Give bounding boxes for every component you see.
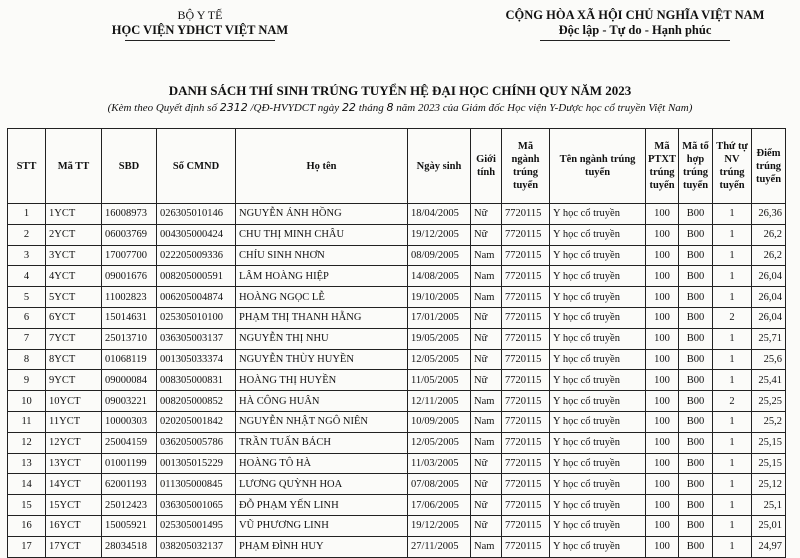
cell-ten-nganh: Y học cổ truyền — [550, 224, 646, 245]
cell-ma-nganh: 7720115 — [502, 411, 550, 432]
cell-gioi-tinh: Nữ — [471, 224, 502, 245]
cell-ho-ten: PHẠM ĐÌNH HUY — [236, 536, 408, 557]
cell-stt: 5 — [8, 287, 46, 308]
cell-ho-ten: LƯƠNG QUỲNH HOA — [236, 474, 408, 495]
document-subtitle — [0, 101, 800, 114]
cell-ma-to-hop: B00 — [679, 266, 713, 287]
cell-ma-to-hop: B00 — [679, 328, 713, 349]
cell-ma-ptxt: 100 — [646, 495, 679, 516]
cell-ma-to-hop: B00 — [679, 432, 713, 453]
cell-ma-to-hop: B00 — [679, 287, 713, 308]
cell-ma-ptxt: 100 — [646, 328, 679, 349]
cell-sbd: 17007700 — [102, 245, 157, 266]
table-row — [8, 515, 786, 536]
cell-diem: 25,41 — [752, 370, 786, 391]
cell-ma-to-hop: B00 — [679, 204, 713, 225]
table-row — [8, 453, 786, 474]
cell-sbd: 28034518 — [102, 536, 157, 557]
decision-month: 8 — [386, 101, 394, 114]
cell-ho-ten: VŨ PHƯƠNG LINH — [236, 515, 408, 536]
subtitle-part1: (Kèm theo Quyết định số — [107, 102, 217, 114]
cell-so-cmnd: 038205032137 — [157, 536, 236, 557]
cell-ma-ptxt: 100 — [646, 204, 679, 225]
cell-ngay-sinh: 19/12/2005 — [408, 224, 471, 245]
cell-sbd: 06003769 — [102, 224, 157, 245]
cell-diem: 25,71 — [752, 328, 786, 349]
table-row — [8, 495, 786, 516]
cell-ma-ptxt: 100 — [646, 287, 679, 308]
cell-gioi-tinh: Nữ — [471, 307, 502, 328]
cell-stt: 15 — [8, 495, 46, 516]
cell-ten-nganh: Y học cổ truyền — [550, 411, 646, 432]
col-header-stt: STT — [8, 129, 46, 204]
cell-ngay-sinh: 12/11/2005 — [408, 391, 471, 412]
cell-ngay-sinh: 11/03/2005 — [408, 453, 471, 474]
cell-ma-to-hop: B00 — [679, 453, 713, 474]
national-motto — [470, 8, 800, 41]
cell-thu-tu-nv: 1 — [713, 224, 752, 245]
country-name: CỘNG HÒA XÃ HỘI CHỦ NGHĨA VIỆT NAM — [505, 8, 765, 22]
cell-ma-tt: 13YCT — [46, 453, 102, 474]
cell-ma-ptxt: 100 — [646, 474, 679, 495]
table-row — [8, 204, 786, 225]
table-header-row — [8, 129, 786, 204]
cell-ten-nganh: Y học cổ truyền — [550, 307, 646, 328]
cell-stt: 17 — [8, 536, 46, 557]
cell-sbd: 11002823 — [102, 287, 157, 308]
col-header-ma-to-hop: Mã tổ hợp trúng tuyển — [679, 129, 713, 204]
cell-ma-ptxt: 100 — [646, 536, 679, 557]
cell-ho-ten: NGUYỄN THỊ NHU — [236, 328, 408, 349]
cell-ma-nganh: 7720115 — [502, 204, 550, 225]
cell-sbd: 15005921 — [102, 515, 157, 536]
cell-ma-nganh: 7720115 — [502, 495, 550, 516]
table-row — [8, 307, 786, 328]
cell-thu-tu-nv: 1 — [713, 495, 752, 516]
col-header-ma-tt: Mã TT — [46, 129, 102, 204]
cell-ten-nganh: Y học cổ truyền — [550, 474, 646, 495]
cell-stt: 13 — [8, 453, 46, 474]
cell-diem: 26,2 — [752, 224, 786, 245]
cell-thu-tu-nv: 1 — [713, 474, 752, 495]
cell-ngay-sinh: 19/10/2005 — [408, 287, 471, 308]
cell-ma-ptxt: 100 — [646, 432, 679, 453]
cell-gioi-tinh: Nam — [471, 432, 502, 453]
cell-so-cmnd: 008305000831 — [157, 370, 236, 391]
cell-ngay-sinh: 12/05/2005 — [408, 349, 471, 370]
cell-ma-to-hop: B00 — [679, 370, 713, 391]
cell-ma-tt: 11YCT — [46, 411, 102, 432]
cell-diem: 25,6 — [752, 349, 786, 370]
cell-ma-nganh: 7720115 — [502, 453, 550, 474]
cell-sbd: 15014631 — [102, 307, 157, 328]
cell-sbd: 62001193 — [102, 474, 157, 495]
cell-sbd: 25013710 — [102, 328, 157, 349]
cell-sbd: 01068119 — [102, 349, 157, 370]
cell-sbd: 10000303 — [102, 411, 157, 432]
cell-so-cmnd: 011305000845 — [157, 474, 236, 495]
cell-ho-ten: LÂM HOÀNG HIỆP — [236, 266, 408, 287]
cell-ho-ten: PHẠM THỊ THANH HẰNG — [236, 307, 408, 328]
cell-ngay-sinh: 07/08/2005 — [408, 474, 471, 495]
cell-thu-tu-nv: 1 — [713, 245, 752, 266]
cell-gioi-tinh: Nam — [471, 536, 502, 557]
cell-ma-nganh: 7720115 — [502, 474, 550, 495]
cell-ma-ptxt: 100 — [646, 307, 679, 328]
cell-stt: 2 — [8, 224, 46, 245]
cell-ma-tt: 6YCT — [46, 307, 102, 328]
cell-sbd: 09000084 — [102, 370, 157, 391]
cell-ten-nganh: Y học cổ truyền — [550, 453, 646, 474]
cell-thu-tu-nv: 1 — [713, 328, 752, 349]
cell-ho-ten: NGUYỄN ÁNH HỒNG — [236, 204, 408, 225]
cell-ten-nganh: Y học cổ truyền — [550, 349, 646, 370]
cell-ma-tt: 14YCT — [46, 474, 102, 495]
cell-ngay-sinh: 17/01/2005 — [408, 307, 471, 328]
cell-thu-tu-nv: 2 — [713, 391, 752, 412]
cell-ma-tt: 1YCT — [46, 204, 102, 225]
cell-stt: 10 — [8, 391, 46, 412]
cell-ma-to-hop: B00 — [679, 349, 713, 370]
table-row — [8, 411, 786, 432]
document-title: DANH SÁCH THÍ SINH TRÚNG TUYỂN HỆ ĐẠI HỌC CHÍNH QUY NĂM 2023 — [168, 83, 632, 98]
cell-diem: 25,12 — [752, 474, 786, 495]
cell-sbd: 09001676 — [102, 266, 157, 287]
cell-gioi-tinh: Nam — [471, 391, 502, 412]
cell-gioi-tinh: Nữ — [471, 453, 502, 474]
cell-diem: 25,2 — [752, 411, 786, 432]
cell-diem: 25,15 — [752, 453, 786, 474]
cell-diem: 26,04 — [752, 307, 786, 328]
col-header-gioi-tinh: Giới tính — [471, 129, 502, 204]
cell-ngay-sinh: 12/05/2005 — [408, 432, 471, 453]
cell-ten-nganh: Y học cổ truyền — [550, 245, 646, 266]
cell-ma-ptxt: 100 — [646, 370, 679, 391]
cell-ngay-sinh: 14/08/2005 — [408, 266, 471, 287]
cell-ma-ptxt: 100 — [646, 453, 679, 474]
table-row — [8, 224, 786, 245]
cell-ma-tt: 2YCT — [46, 224, 102, 245]
cell-ten-nganh: Y học cổ truyền — [550, 536, 646, 557]
cell-ho-ten: HOÀNG NGỌC LỄ — [236, 287, 408, 308]
col-header-ho-ten: Họ tên — [236, 129, 408, 204]
cell-ten-nganh: Y học cổ truyền — [550, 328, 646, 349]
cell-gioi-tinh: Nam — [471, 245, 502, 266]
cell-ma-nganh: 7720115 — [502, 307, 550, 328]
cell-ma-tt: 3YCT — [46, 245, 102, 266]
subtitle-part2: /QĐ-HVYDCT ngày — [250, 102, 340, 114]
col-header-so-cmnd: Số CMND — [157, 129, 236, 204]
cell-ngay-sinh: 19/12/2005 — [408, 515, 471, 536]
col-header-sbd: SBD — [102, 129, 157, 204]
cell-stt: 1 — [8, 204, 46, 225]
cell-thu-tu-nv: 1 — [713, 453, 752, 474]
cell-diem: 26,36 — [752, 204, 786, 225]
cell-ho-ten: NGUYỄN THÙY HUYỀN — [236, 349, 408, 370]
cell-diem: 26,2 — [752, 245, 786, 266]
cell-gioi-tinh: Nữ — [471, 515, 502, 536]
cell-ho-ten: CHÍU SINH NHƠN — [236, 245, 408, 266]
cell-so-cmnd: 026305010146 — [157, 204, 236, 225]
col-header-diem: Điểm trúng tuyển — [752, 129, 786, 204]
cell-ma-tt: 15YCT — [46, 495, 102, 516]
cell-stt: 14 — [8, 474, 46, 495]
cell-ho-ten: HÀ CÔNG HUÂN — [236, 391, 408, 412]
cell-ten-nganh: Y học cổ truyền — [550, 266, 646, 287]
cell-gioi-tinh: Nữ — [471, 495, 502, 516]
cell-thu-tu-nv: 1 — [713, 349, 752, 370]
cell-stt: 12 — [8, 432, 46, 453]
cell-gioi-tinh: Nữ — [471, 474, 502, 495]
subtitle-part3: tháng — [358, 102, 384, 114]
academy-name: HỌC VIỆN YDHCT VIỆT NAM — [111, 23, 289, 37]
cell-ten-nganh: Y học cổ truyền — [550, 495, 646, 516]
motto: Độc lập - Tự do - Hạnh phúc — [558, 23, 712, 37]
cell-so-cmnd: 036305003137 — [157, 328, 236, 349]
table-row — [8, 349, 786, 370]
cell-ma-tt: 5YCT — [46, 287, 102, 308]
cell-ma-tt: 4YCT — [46, 266, 102, 287]
cell-ma-tt: 10YCT — [46, 391, 102, 412]
cell-gioi-tinh: Nam — [471, 287, 502, 308]
cell-stt: 11 — [8, 411, 46, 432]
cell-ma-to-hop: B00 — [679, 224, 713, 245]
cell-so-cmnd: 001305015229 — [157, 453, 236, 474]
cell-diem: 24,97 — [752, 536, 786, 557]
cell-sbd: 25012423 — [102, 495, 157, 516]
cell-ma-to-hop: B00 — [679, 411, 713, 432]
col-header-ten-nganh: Tên ngành trúng tuyển — [550, 129, 646, 204]
cell-ten-nganh: Y học cổ truyền — [550, 370, 646, 391]
cell-ten-nganh: Y học cổ truyền — [550, 204, 646, 225]
cell-ma-nganh: 7720115 — [502, 536, 550, 557]
cell-ma-nganh: 7720115 — [502, 432, 550, 453]
cell-ten-nganh: Y học cổ truyền — [550, 515, 646, 536]
cell-ma-nganh: 7720115 — [502, 266, 550, 287]
cell-ho-ten: CHU THỊ MINH CHÂU — [236, 224, 408, 245]
cell-gioi-tinh: Nữ — [471, 370, 502, 391]
col-header-ma-ptxt: Mã PTXT trúng tuyển — [646, 129, 679, 204]
table-row — [8, 474, 786, 495]
cell-ma-tt: 7YCT — [46, 328, 102, 349]
cell-thu-tu-nv: 1 — [713, 204, 752, 225]
table-row — [8, 287, 786, 308]
cell-stt: 7 — [8, 328, 46, 349]
ministry-name: BỘ Y TẾ — [177, 8, 223, 22]
cell-so-cmnd: 036305001065 — [157, 495, 236, 516]
cell-so-cmnd: 025305010100 — [157, 307, 236, 328]
cell-thu-tu-nv: 1 — [713, 266, 752, 287]
admission-table — [7, 128, 786, 558]
cell-sbd: 16008973 — [102, 204, 157, 225]
cell-ma-to-hop: B00 — [679, 307, 713, 328]
cell-ma-to-hop: B00 — [679, 495, 713, 516]
cell-ten-nganh: Y học cổ truyền — [550, 391, 646, 412]
cell-diem: 25,15 — [752, 432, 786, 453]
cell-so-cmnd: 006205004874 — [157, 287, 236, 308]
cell-ma-nganh: 7720115 — [502, 349, 550, 370]
cell-thu-tu-nv: 1 — [713, 411, 752, 432]
cell-ma-ptxt: 100 — [646, 245, 679, 266]
cell-ngay-sinh: 10/09/2005 — [408, 411, 471, 432]
header-underline — [125, 40, 275, 41]
cell-ho-ten: NGUYỄN NHẬT NGÔ NIÊN — [236, 411, 408, 432]
col-header-ma-nganh: Mã ngành trúng tuyển — [502, 129, 550, 204]
decision-number: 2312 — [219, 101, 248, 114]
cell-ngay-sinh: 19/05/2005 — [408, 328, 471, 349]
cell-ma-to-hop: B00 — [679, 515, 713, 536]
cell-stt: 9 — [8, 370, 46, 391]
cell-ma-nganh: 7720115 — [502, 391, 550, 412]
cell-ma-tt: 8YCT — [46, 349, 102, 370]
cell-gioi-tinh: Nam — [471, 411, 502, 432]
cell-thu-tu-nv: 2 — [713, 307, 752, 328]
cell-stt: 4 — [8, 266, 46, 287]
cell-ho-ten: ĐỖ PHẠM YẾN LINH — [236, 495, 408, 516]
cell-ma-ptxt: 100 — [646, 515, 679, 536]
cell-gioi-tinh: Nữ — [471, 328, 502, 349]
cell-so-cmnd: 036205005786 — [157, 432, 236, 453]
cell-gioi-tinh: Nam — [471, 266, 502, 287]
cell-ma-nganh: 7720115 — [502, 287, 550, 308]
cell-sbd: 09003221 — [102, 391, 157, 412]
cell-stt: 3 — [8, 245, 46, 266]
cell-thu-tu-nv: 1 — [713, 536, 752, 557]
ministry-header — [80, 8, 320, 41]
cell-stt: 6 — [8, 307, 46, 328]
cell-ma-to-hop: B00 — [679, 245, 713, 266]
cell-ngay-sinh: 17/06/2005 — [408, 495, 471, 516]
cell-so-cmnd: 022205009336 — [157, 245, 236, 266]
table-row — [8, 245, 786, 266]
cell-ten-nganh: Y học cổ truyền — [550, 287, 646, 308]
cell-ngay-sinh: 08/09/2005 — [408, 245, 471, 266]
cell-diem: 25,1 — [752, 495, 786, 516]
table-row — [8, 391, 786, 412]
col-header-ngay-sinh: Ngày sinh — [408, 129, 471, 204]
cell-ma-ptxt: 100 — [646, 349, 679, 370]
subtitle-part4: năm 2023 của Giám đốc Học viện Y-Dược học cổ truyền Việt Nam) — [396, 102, 693, 114]
cell-ho-ten: HOÀNG TÔ HÀ — [236, 453, 408, 474]
cell-diem: 25,01 — [752, 515, 786, 536]
cell-diem: 26,04 — [752, 266, 786, 287]
cell-ma-ptxt: 100 — [646, 411, 679, 432]
cell-diem: 25,25 — [752, 391, 786, 412]
table-row — [8, 370, 786, 391]
cell-ma-nganh: 7720115 — [502, 224, 550, 245]
cell-sbd: 25004159 — [102, 432, 157, 453]
table-row — [8, 266, 786, 287]
cell-so-cmnd: 008205000852 — [157, 391, 236, 412]
cell-ngay-sinh: 18/04/2005 — [408, 204, 471, 225]
col-header-thu-tu-nv: Thứ tự NV trúng tuyển — [713, 129, 752, 204]
cell-ngay-sinh: 11/05/2005 — [408, 370, 471, 391]
cell-ma-to-hop: B00 — [679, 391, 713, 412]
cell-ho-ten: HOÀNG THỊ HUYỀN — [236, 370, 408, 391]
cell-thu-tu-nv: 1 — [713, 432, 752, 453]
table-body — [8, 204, 786, 558]
cell-so-cmnd: 008205000591 — [157, 266, 236, 287]
cell-thu-tu-nv: 1 — [713, 515, 752, 536]
cell-thu-tu-nv: 1 — [713, 370, 752, 391]
cell-gioi-tinh: Nữ — [471, 204, 502, 225]
cell-ma-to-hop: B00 — [679, 474, 713, 495]
cell-ho-ten: TRẦN TUẤN BÁCH — [236, 432, 408, 453]
cell-sbd: 01001199 — [102, 453, 157, 474]
cell-ma-to-hop: B00 — [679, 536, 713, 557]
cell-ma-nganh: 7720115 — [502, 328, 550, 349]
cell-ma-tt: 17YCT — [46, 536, 102, 557]
cell-ma-nganh: 7720115 — [502, 515, 550, 536]
cell-ma-ptxt: 100 — [646, 266, 679, 287]
cell-so-cmnd: 025305001495 — [157, 515, 236, 536]
cell-stt: 16 — [8, 515, 46, 536]
motto-underline — [540, 40, 730, 41]
cell-ma-ptxt: 100 — [646, 224, 679, 245]
cell-ten-nganh: Y học cổ truyền — [550, 432, 646, 453]
cell-ngay-sinh: 27/11/2005 — [408, 536, 471, 557]
cell-ma-tt: 12YCT — [46, 432, 102, 453]
cell-so-cmnd: 020205001842 — [157, 411, 236, 432]
table-row — [8, 536, 786, 557]
decision-day: 22 — [341, 101, 356, 114]
table-row — [8, 328, 786, 349]
cell-ma-nganh: 7720115 — [502, 370, 550, 391]
cell-ma-nganh: 7720115 — [502, 245, 550, 266]
cell-diem: 26,04 — [752, 287, 786, 308]
cell-stt: 8 — [8, 349, 46, 370]
cell-thu-tu-nv: 1 — [713, 287, 752, 308]
cell-ma-ptxt: 100 — [646, 391, 679, 412]
cell-ma-tt: 9YCT — [46, 370, 102, 391]
cell-so-cmnd: 004305000424 — [157, 224, 236, 245]
cell-ma-tt: 16YCT — [46, 515, 102, 536]
cell-gioi-tinh: Nữ — [471, 349, 502, 370]
cell-so-cmnd: 001305033374 — [157, 349, 236, 370]
table-row — [8, 432, 786, 453]
